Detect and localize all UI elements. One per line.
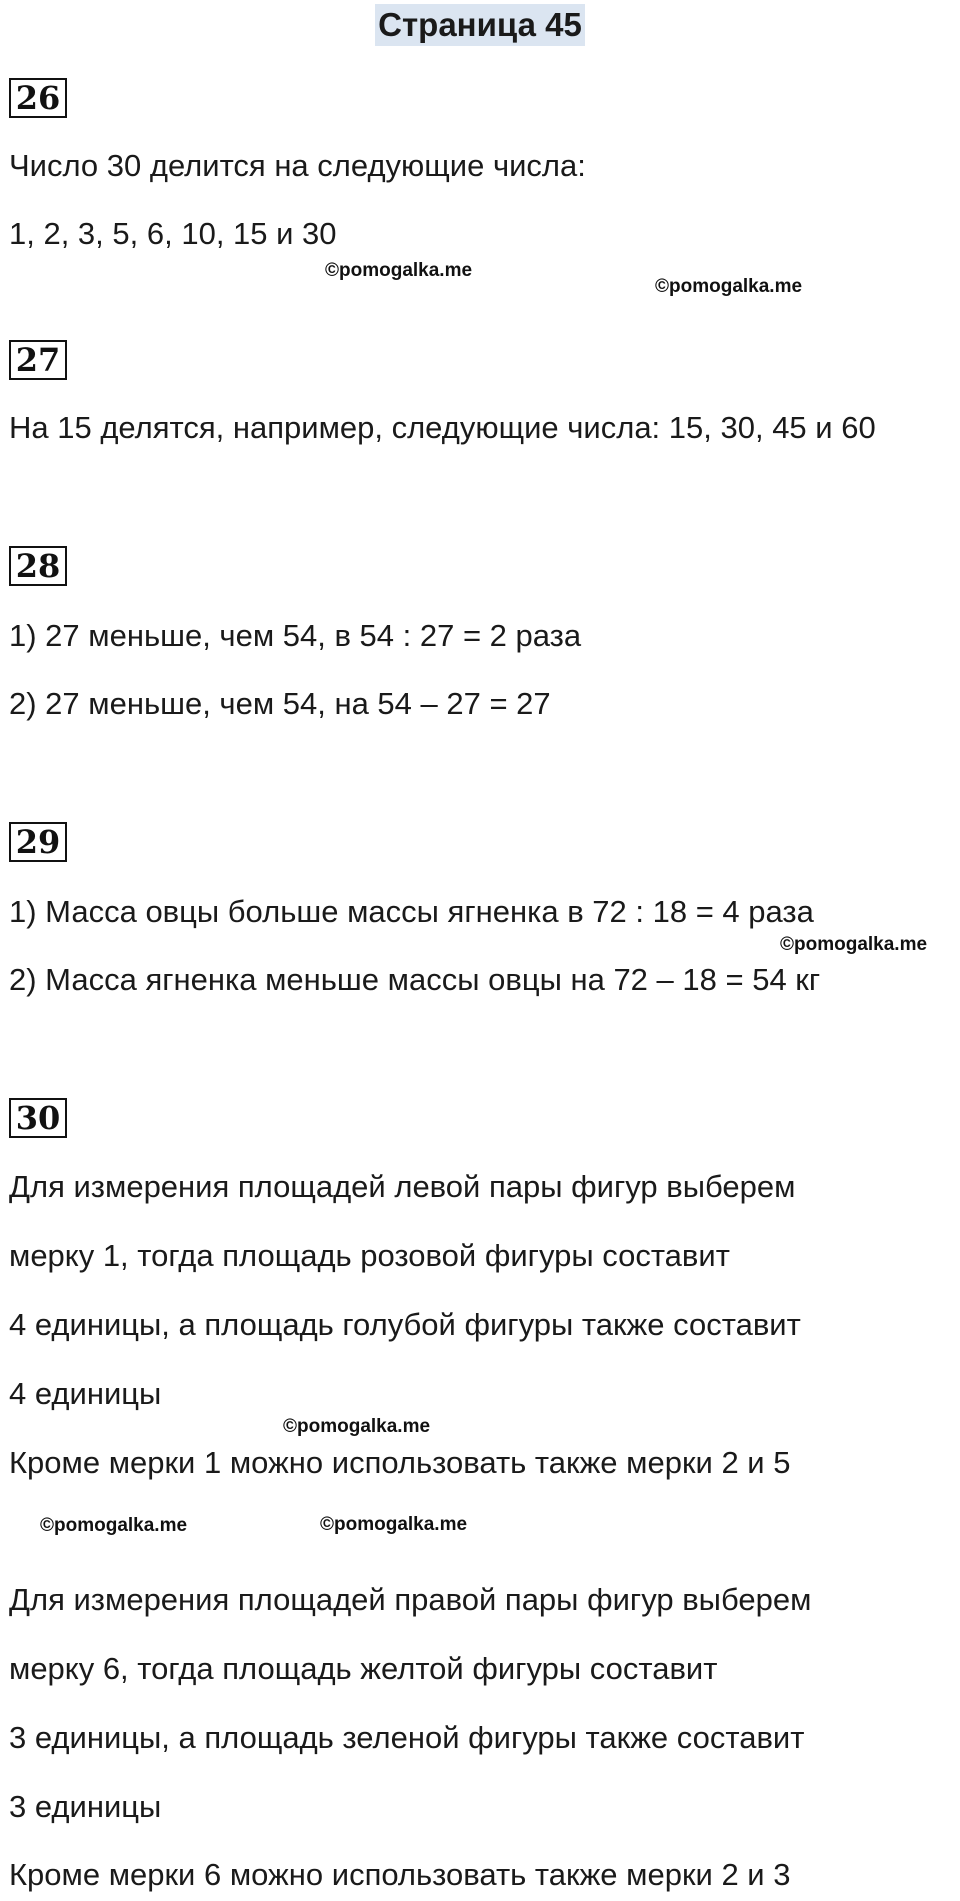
task-30-line-5: Кроме мерки 1 можно использовать также мерки 2 и 5 [9,1445,791,1480]
task-30-line-7: мерку 6, тогда площадь желтой фигуры составит [9,1651,718,1686]
task-number-30: 30 [9,1098,67,1138]
page-title: Страница 45 [375,4,585,46]
watermark: ©pomogalka.me [655,276,803,297]
task-30-line-8: 3 единицы, а площадь зеленой фигуры также составит [9,1720,805,1755]
task-number-28: 28 [9,546,67,586]
task-28-line-2: 2) 27 меньше, чем 54, на 54 – 27 = 27 [9,686,551,721]
task-30-line-10: Кроме мерки 6 можно использовать также мерки 2 и 3 [9,1857,791,1892]
task-number-26: 26 [9,78,67,118]
watermark: ©pomogalka.me [780,934,928,955]
task-26-line-1: Число 30 делится на следующие числа: [9,148,586,183]
task-29-line-2: 2) Масса ягненка меньше массы овцы на 72 – 18 = 54 кг [9,962,821,997]
page-title-wrap [0,4,960,46]
task-30-line-1: Для измерения площадей левой пары фигур выберем [9,1169,796,1204]
watermark: ©pomogalka.me [320,1514,468,1535]
task-30-line-6: Для измерения площадей правой пары фигур выберем [9,1582,812,1617]
watermark: ©pomogalka.me [283,1416,431,1437]
watermark: ©pomogalka.me [40,1515,188,1536]
task-29-line-1: 1) Масса овцы больше массы ягненка в 72 : 18 = 4 раза [9,894,814,929]
task-28-line-1: 1) 27 меньше, чем 54, в 54 : 27 = 2 раза [9,618,582,653]
task-27-line-1: На 15 делятся, например, следующие числа: 15, 30, 45 и 60 [9,410,876,445]
task-number-29: 29 [9,822,67,862]
task-30-line-4: 4 единицы [9,1376,162,1411]
task-30-line-9: 3 единицы [9,1789,162,1824]
watermark: ©pomogalka.me [325,260,473,281]
task-26-line-2: 1, 2, 3, 5, 6, 10, 15 и 30 [9,216,337,251]
task-30-line-3: 4 единицы, а площадь голубой фигуры также составит [9,1307,801,1342]
task-30-line-2: мерку 1, тогда площадь розовой фигуры составит [9,1238,730,1273]
task-number-27: 27 [9,340,67,380]
